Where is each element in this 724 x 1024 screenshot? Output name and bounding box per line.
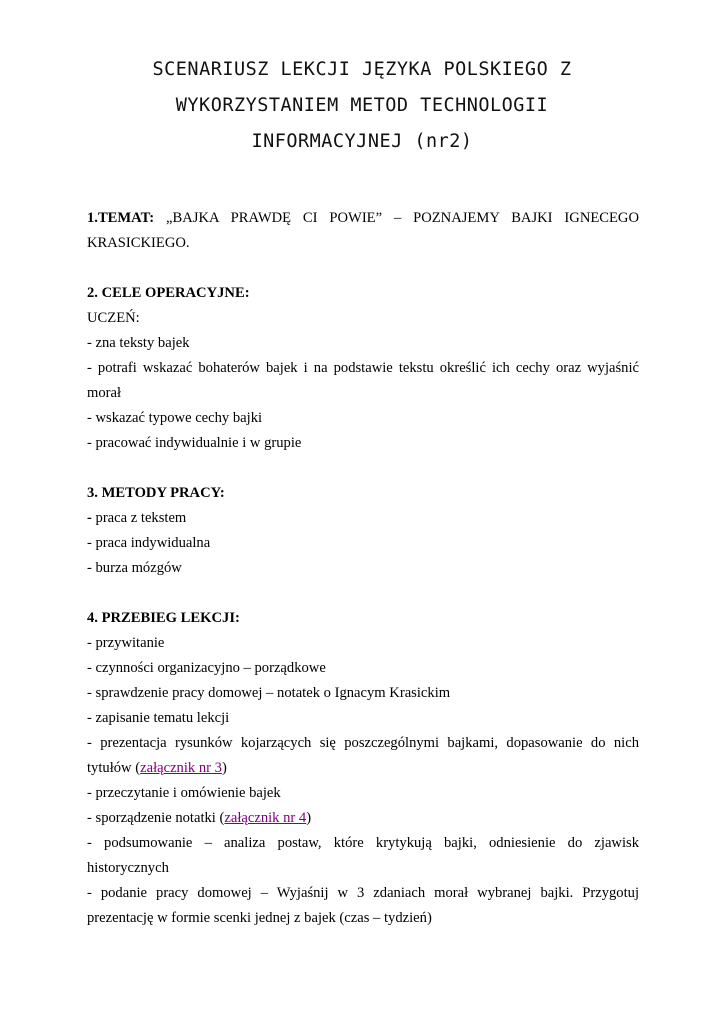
metody-item-1 (87, 506, 639, 531)
przebieg-item-5 (87, 731, 639, 781)
spacer (87, 256, 639, 281)
przebieg-item-3: - sprawdzenie pracy domowej – notatek o Ignacym Krasickim (87, 685, 451, 701)
przebieg-heading: 4. PRZEBIEG LEKCJI: (87, 610, 240, 626)
przebieg-item-1: - przywitanie (87, 635, 165, 651)
cele-item-3: - wskazać typowe cechy bajki (87, 410, 263, 426)
przebieg-item-2: - czynności organizacyjno – porządkowe (87, 660, 326, 676)
title-line-3: INFORMACYJNEJ (nr2) (251, 131, 473, 152)
cele-item-2: - potrafi wskazać bohaterów bajek i na podstawie tekstu określić ich cechy oraz wyjaśnić morał (87, 360, 639, 401)
przebieg-item-5-text: - prezentacja rysunków kojarzących się poszczególnymi bajkami, dopasowanie do nich tytułów ( (87, 735, 639, 776)
title-line-1: SCENARIUSZ LEKCJI JĘZYKA POLSKIEGO Z (152, 59, 572, 80)
metody-item-1-dash: - (87, 510, 92, 526)
metody-item-2: - praca indywidualna (87, 535, 211, 551)
przebieg-item-4: - zapisanie tematu lekcji (87, 710, 230, 726)
przebieg-item-7-close: ) (306, 810, 312, 826)
metody-item-3: - burza mózgów (87, 560, 182, 576)
cele-item-4: - pracować indywidualnie i w grupie (87, 435, 302, 451)
przebieg-item-7-text: - sporządzenie notatki ( (87, 810, 225, 826)
document-title (80, 52, 644, 160)
document-body (87, 206, 639, 931)
spacer (87, 456, 639, 481)
section-temat (87, 206, 639, 256)
metody-heading: 3. METODY PRACY: (87, 485, 225, 501)
cele-heading: 2. CELE OPERACYJNE: (87, 285, 250, 301)
metody-item-1-text: praca z tekstem (91, 510, 187, 526)
temat-label: 1.TEMAT: (87, 210, 155, 226)
przebieg-item-7 (87, 806, 639, 831)
przebieg-item-5-close: ) (221, 760, 227, 776)
przebieg-item-8: - podsumowanie – analiza postaw, które krytykują bajki, odniesienie do zjawisk historycznych (87, 835, 639, 876)
zalacznik-4-link[interactable]: załącznik nr 4 (224, 810, 307, 826)
cele-item-1: - zna teksty bajek (87, 335, 190, 351)
title-line-2: WYKORZYSTANIEM METOD TECHNOLOGII (175, 95, 549, 116)
temat-text: „BAJKA PRAWDĘ CI POWIE” – POZNAJEMY BAJKI IGNECEGO KRASICKIEGO. (87, 210, 639, 251)
spacer (87, 581, 639, 606)
przebieg-item-6: - przeczytanie i omówienie bajek (87, 785, 281, 801)
cele-subheading: UCZEŃ: (87, 310, 140, 326)
przebieg-item-9: - podanie pracy domowej – Wyjaśnij w 3 zdaniach morał wybranej bajki. Przygotuj prezentację w formie scenki jednej z bajek (czas – tydzień) (87, 885, 639, 926)
zalacznik-3-link[interactable]: załącznik nr 3 (140, 760, 222, 776)
